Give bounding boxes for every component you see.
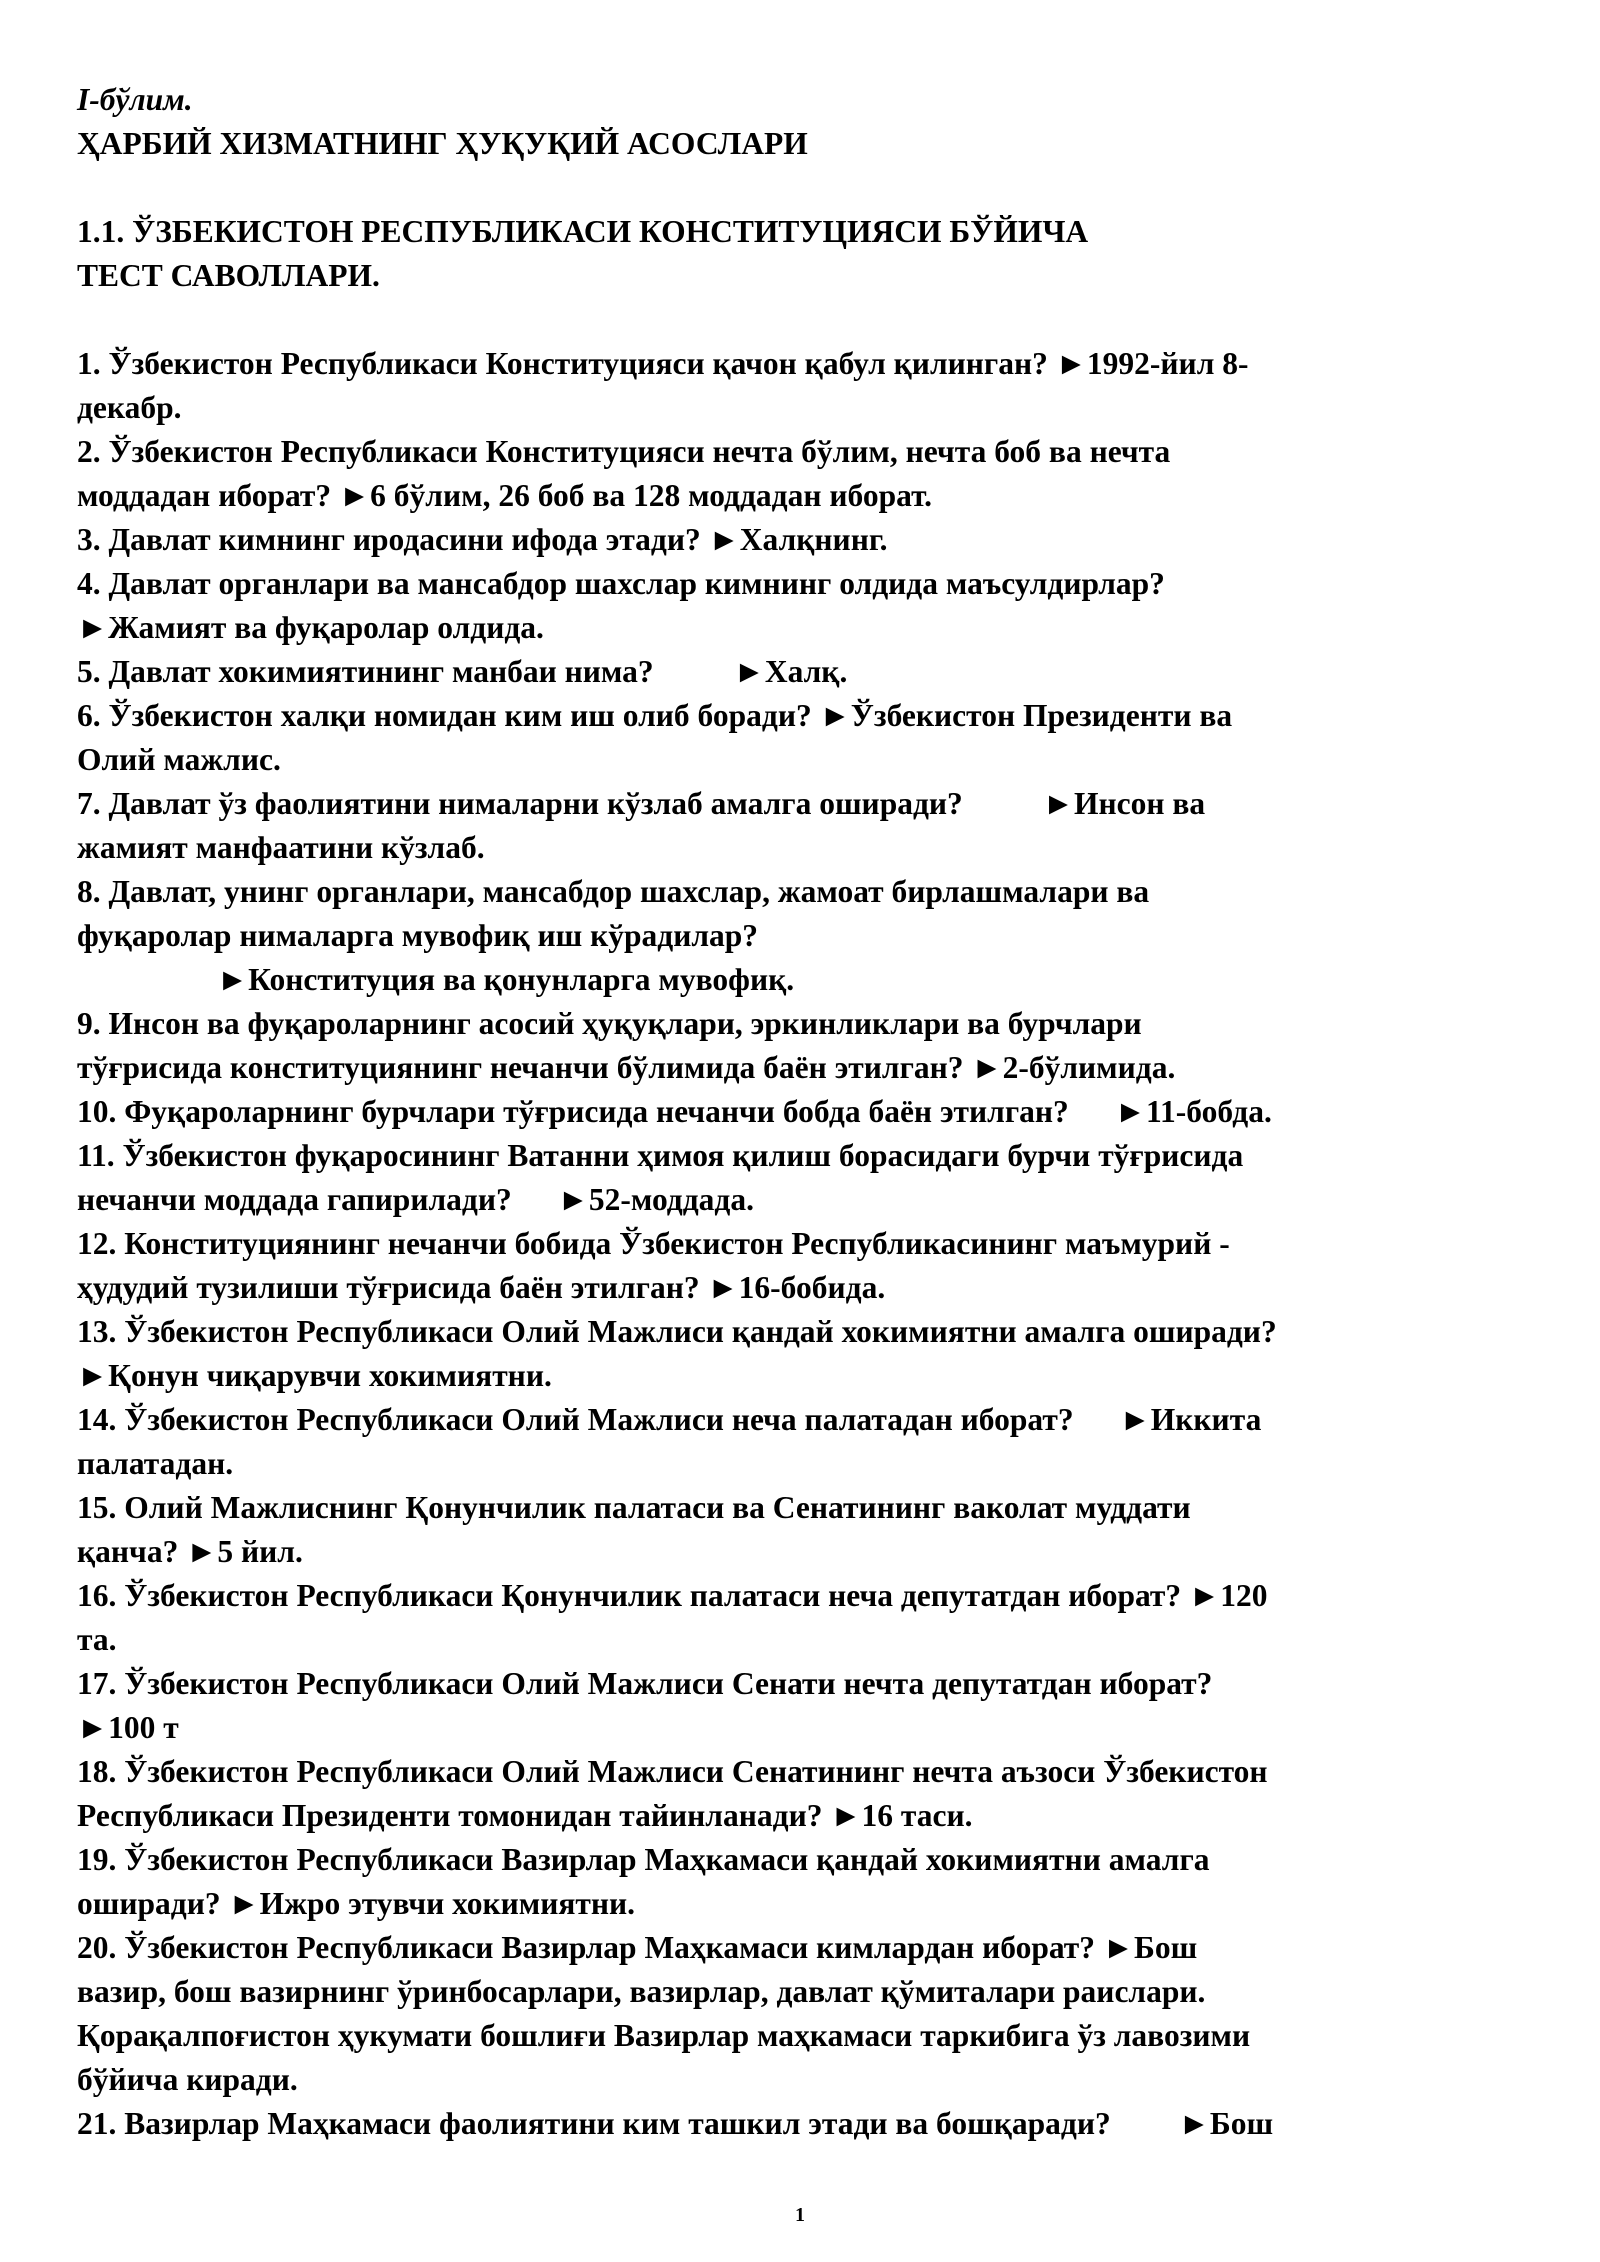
question-text: 7. Давлат ўз фаолиятини нималарни кўзлаб амалга оширади? <box>77 786 963 821</box>
question-line: моддадан иборат? ►6 бўлим, 26 боб ва 128 моддадан иборат. <box>77 478 933 513</box>
question-line: 8. Давлат, унинг органлари, мансабдор шахслар, жамоат бирлашмалари ва <box>77 874 1150 909</box>
question-line: 12. Конституциянинг нечанчи бобида Ўзбекистон Республикасининг маъмурий - <box>77 1226 1230 1261</box>
question-line: та. <box>77 1622 117 1657</box>
answer-text: ►Бош <box>1178 2106 1274 2141</box>
answer-text: ►11-бобда. <box>1114 1094 1272 1129</box>
question-line: вазир, бош вазирнинг ўринбосарлари, вазирлар, давлат қўмиталари раислари. <box>77 1974 1206 2009</box>
question-line: 9. Инсон ва фуқароларнинг асосий ҳуқуқлари, эркинликлари ва бурчлари <box>77 1006 1142 1041</box>
question-line: Республикаси Президенти томонидан тайинланади? ►16 таси. <box>77 1798 973 1833</box>
question-line: 15. Олий Мажлиснинг Қонунчилик палатаси ва Сенатининг ваколат муддати <box>77 1490 1191 1525</box>
question-line <box>77 1398 1537 1442</box>
question-line: 19. Ўзбекистон Республикаси Вазирлар Маҳкамаси қандай хокимиятни амалга <box>77 1842 1210 1877</box>
question-line: 4. Давлат органлари ва мансабдор шахслар кимнинг олдида маъсулдирлар? <box>77 566 1165 601</box>
question-line: тўғрисида конституциянинг нечанчи бўлимида баён этилган? ►2-бўлимида. <box>77 1050 1176 1085</box>
answer-text: ►52-моддада. <box>557 1182 754 1217</box>
question-line <box>77 650 1537 694</box>
document-page <box>77 78 1537 2146</box>
question-line: жамият манфаатини кўзлаб. <box>77 830 485 865</box>
question-line: ►Жамият ва фуқаролар олдида. <box>77 610 544 645</box>
question-line: палатадан. <box>77 1446 234 1481</box>
spacer <box>77 298 1537 342</box>
question-text: 21. Вазирлар Маҳкамаси фаолиятини ким ташкил этади ва бошқаради? <box>77 2106 1111 2141</box>
question-text: 10. Фуқароларнинг бурчлари тўғрисида нечанчи бобда баён этилган? <box>77 1094 1069 1129</box>
question-line: Олий мажлис. <box>77 742 281 777</box>
question-line: 11. Ўзбекистон фуқаросининг Ватанни ҳимоя қилиш борасидаги бурчи тўғрисида <box>77 1138 1244 1173</box>
question-text: 14. Ўзбекистон Республикаси Олий Мажлиси неча палатадан иборат? <box>77 1402 1074 1437</box>
answer-text: ►Инсон ва <box>1042 786 1206 821</box>
question-line: оширади? ►Ижро этувчи хокимиятни. <box>77 1886 636 1921</box>
subtitle-line-1: 1.1. ЎЗБЕКИСТОН РЕСПУБЛИКАСИ КОНСТИТУЦИЯСИ БЎЙИЧА <box>77 214 1089 249</box>
section-label: I-бўлим. <box>77 82 193 117</box>
question-line: фуқаролар нималарга мувофиқ иш кўрадилар? <box>77 918 759 953</box>
question-line: 3. Давлат кимнинг иродасини ифода этади? ►Халқнинг. <box>77 522 888 557</box>
question-text: 5. Давлат хокимиятининг манбаи нима? <box>77 654 654 689</box>
question-line <box>77 1090 1537 1134</box>
answer-text: ►Иккита <box>1119 1402 1262 1437</box>
question-line: қанча? ►5 йил. <box>77 1534 303 1569</box>
question-line: 18. Ўзбекистон Республикаси Олий Мажлиси Сенатининг нечта аъзоси Ўзбекистон <box>77 1754 1268 1789</box>
question-line: 16. Ўзбекистон Республикаси Қонунчилик палатаси неча депутатдан иборат? ►120 <box>77 1578 1268 1613</box>
question-line: 2. Ўзбекистон Республикаси Конституцияси нечта бўлим, нечта боб ва нечта <box>77 434 1171 469</box>
question-line <box>77 2102 1537 2146</box>
page-number: 1 <box>795 2204 805 2226</box>
subtitle-line-2: ТЕСТ САВОЛЛАРИ. <box>77 258 380 293</box>
question-line <box>77 782 1537 826</box>
question-line: 20. Ўзбекистон Республикаси Вазирлар Маҳкамаси кимлардан иборат? ►Бош <box>77 1930 1198 1965</box>
question-line: ►Қонун чиқарувчи хокимиятни. <box>77 1358 552 1393</box>
question-line: ҳудудий тузилиши тўғрисида баён этилган? ►16-бобида. <box>77 1270 886 1305</box>
answer-text: ►Халқ. <box>733 654 848 689</box>
question-text: нечанчи моддада гапирилади? <box>77 1182 512 1217</box>
spacer <box>77 166 1537 210</box>
question-line: 1. Ўзбекистон Республикаси Конституцияси қачон қабул қилинган? ►1992-йил 8- <box>77 346 1249 381</box>
question-line: ►100 т <box>77 1710 179 1745</box>
question-line: 6. Ўзбекистон халқи номидан ким иш олиб боради? ►Ўзбекистон Президенти ва <box>77 698 1233 733</box>
question-line: 13. Ўзбекистон Республикаси Олий Мажлиси қандай хокимиятни амалга оширади? <box>77 1314 1277 1349</box>
question-line <box>77 1178 1537 1222</box>
question-line: декабр. <box>77 390 182 425</box>
question-line: ►Конституция ва қонунларга мувофиқ. <box>217 962 795 997</box>
question-line: бўйича киради. <box>77 2062 298 2097</box>
document-title: ҲАРБИЙ ХИЗМАТНИНГ ҲУҚУҚИЙ АСОСЛАРИ <box>77 126 808 161</box>
question-line: 17. Ўзбекистон Республикаси Олий Мажлиси Сенати нечта депутатдан иборат? <box>77 1666 1213 1701</box>
question-line: Қорақалпоғистон ҳукумати бошлиғи Вазирлар маҳкамаси таркибига ўз лавозими <box>77 2018 1251 2053</box>
